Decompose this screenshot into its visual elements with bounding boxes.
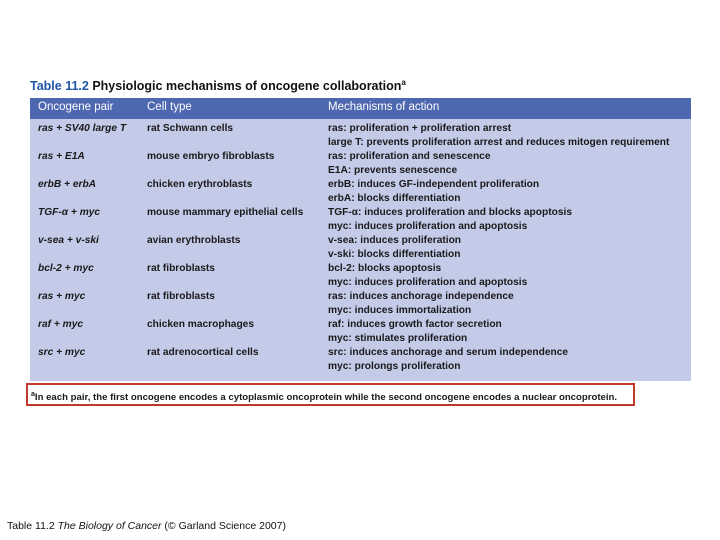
oncogene-pair-cell: ras + myc: [38, 291, 86, 302]
oncogene-pair-cell: src + myc: [38, 347, 86, 358]
oncogene-pair-cell: v-sea + v-ski: [38, 235, 99, 246]
table-row: [30, 318, 691, 346]
mechanism-line: bcl-2: blocks apoptosis: [328, 263, 442, 274]
header-oncogene-pair: Oncogene pair: [38, 101, 114, 113]
header-cell-type: Cell type: [147, 101, 192, 113]
table-row: [30, 122, 691, 150]
caption-book-title: The Biology of Cancer: [57, 520, 162, 532]
mechanism-line: myc: stimulates proliferation: [328, 333, 468, 344]
cell-type-cell: rat adrenocortical cells: [147, 347, 259, 358]
mechanism-line: erbB: induces GF-independent proliferation: [328, 179, 540, 190]
table-body: [30, 122, 691, 374]
table-number: Table 11.2: [30, 79, 89, 94]
mechanism-line: ras: proliferation and senescence: [328, 151, 491, 162]
mechanism-line: myc: induces proliferation and apoptosis: [328, 277, 528, 288]
oncogene-pair-cell: raf + myc: [38, 319, 84, 330]
mechanisms-cell: [328, 318, 502, 346]
mechanism-line: ras: proliferation + proliferation arrest: [328, 123, 512, 134]
mechanisms-cell: [328, 122, 669, 150]
mechanisms-cell: [328, 346, 568, 374]
cell-type-cell: chicken erythroblasts: [147, 179, 253, 190]
caption-prefix: Table 11.2: [7, 520, 55, 532]
mechanisms-cell: [328, 234, 461, 262]
mechanisms-cell: [328, 178, 539, 206]
cell-type-cell: rat fibroblasts: [147, 263, 215, 274]
mechanism-line: myc: induces immortalization: [328, 305, 472, 316]
table-row: [30, 290, 691, 318]
table-row: [30, 262, 691, 290]
mechanism-line: E1A: prevents senescence: [328, 165, 458, 176]
mechanism-line: ras: induces anchorage independence: [328, 291, 514, 302]
table-row: [30, 178, 691, 206]
table-row: [30, 150, 691, 178]
table-title: [30, 78, 406, 93]
cell-type-cell: rat fibroblasts: [147, 291, 215, 302]
mechanism-line: v-ski: blocks differentiation: [328, 249, 461, 260]
cell-type-cell: chicken macrophages: [147, 319, 255, 330]
table-header-row: [30, 98, 691, 119]
table-title-text: Physiologic mechanisms of oncogene collaboration: [92, 79, 402, 94]
oncogene-pair-cell: TGF-α + myc: [38, 207, 101, 218]
cell-type-cell: avian erythroblasts: [147, 235, 241, 246]
mechanism-line: src: induces anchorage and serum independence: [328, 347, 569, 358]
mechanism-line: TGF-α: induces proliferation and blocks apoptosis: [328, 207, 572, 218]
mechanism-line: large T: prevents proliferation arrest and reduces mitogen requirement: [328, 137, 670, 148]
footnote-text: In each pair, the first oncogene encodes a cytoplasmic oncoprotein while the second oncogene encodes a nuclear oncoprotein.: [34, 392, 618, 404]
oncogene-pair-cell: ras + E1A: [38, 151, 85, 162]
mechanisms-cell: [328, 150, 491, 178]
header-mechanisms: Mechanisms of action: [328, 101, 440, 113]
caption-credit: (© Garland Science 2007): [164, 520, 286, 532]
mechanism-line: myc: induces proliferation and apoptosis: [328, 221, 528, 232]
mechanism-line: erbA: blocks differentiation: [328, 193, 461, 204]
footnote-mark: a: [31, 391, 35, 398]
oncogene-pair-cell: bcl-2 + myc: [38, 263, 94, 274]
mechanism-line: raf: induces growth factor secretion: [328, 319, 502, 330]
mechanisms-table: [30, 98, 691, 381]
mechanisms-cell: [328, 290, 514, 318]
figure-caption: [7, 520, 286, 532]
oncogene-pair-cell: erbB + erbA: [38, 179, 97, 190]
cell-type-cell: rat Schwann cells: [147, 123, 234, 134]
table-footnote: [26, 383, 635, 406]
table-row: [30, 346, 691, 374]
cell-type-cell: mouse mammary epithelial cells: [147, 207, 304, 218]
mechanisms-cell: [328, 206, 572, 234]
table-row: [30, 234, 691, 262]
title-note-mark: a: [401, 78, 406, 87]
oncogene-pair-cell: ras + SV40 large T: [38, 123, 127, 134]
mechanism-line: myc: prolongs proliferation: [328, 361, 461, 372]
mechanisms-cell: [328, 262, 527, 290]
cell-type-cell: mouse embryo fibroblasts: [147, 151, 275, 162]
table-row: [30, 206, 691, 234]
mechanism-line: v-sea: induces proliferation: [328, 235, 462, 246]
